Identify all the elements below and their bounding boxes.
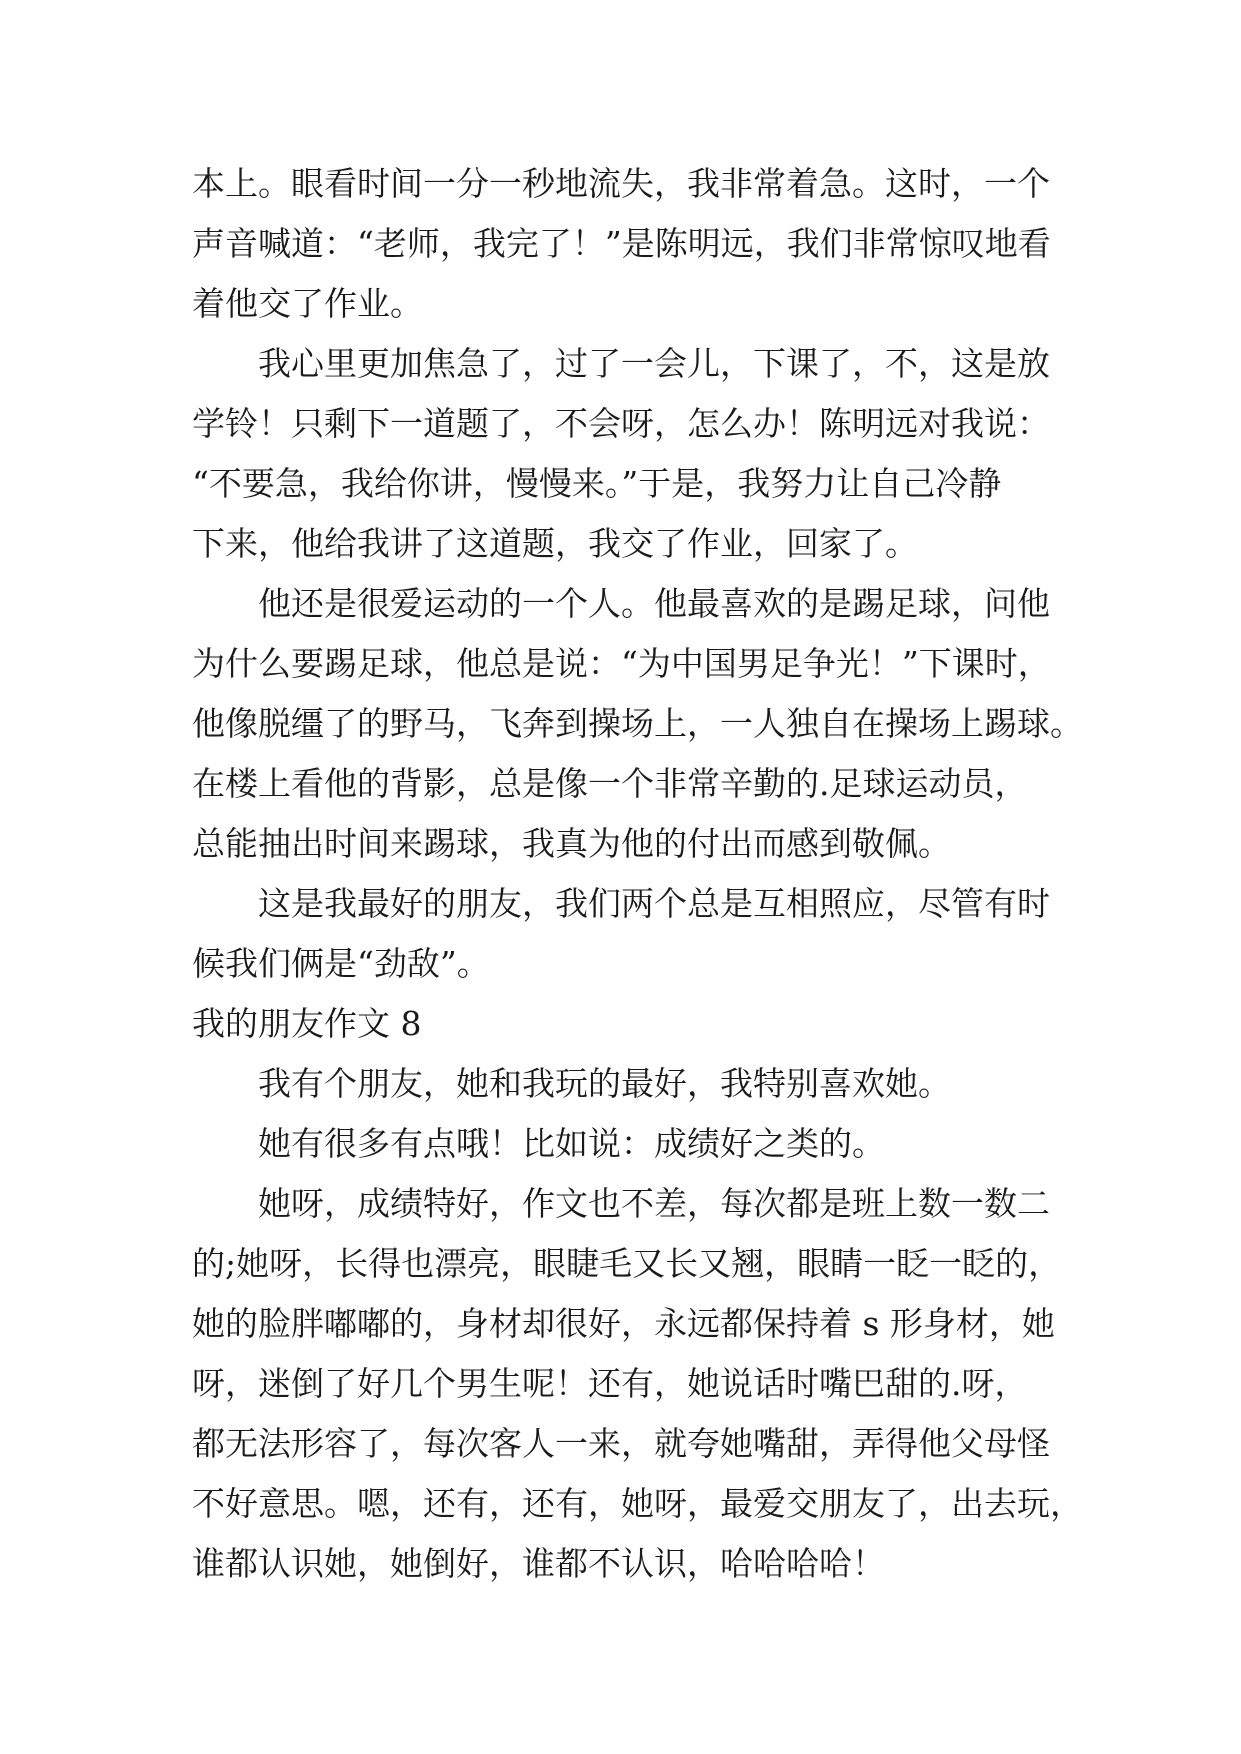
text-line: 都无法形容了，每次客人一来，就夸她嘴甜，弄得他父母怪 [192, 1424, 1050, 1463]
text-line: 在楼上看他的背影，总是像一个非常辛勤的.足球运动员， [192, 764, 1028, 803]
text-line: “不要急，我给你讲，慢慢来。”于是，我努力让自己冷静 [192, 464, 1002, 503]
text-line: 本上。眼看时间一分一秒地流失，我非常着急。这时，一个 [192, 164, 1050, 203]
paragraph-first-line: 他还是很爱运动的一个人。他最喜欢的是踢足球，问他 [258, 584, 1050, 623]
paragraph-first-line: 我心里更加焦急了，过了一会儿，下课了，不，这是放 [258, 344, 1050, 383]
paragraph-first-line: 这是我最好的朋友，我们两个总是互相照应，尽管有时 [258, 884, 1050, 923]
text-line: 不好意思。嗯，还有，还有，她呀，最爱交朋友了，出去玩， [192, 1484, 1083, 1523]
text-line: 为什么要踢足球，他总是说：“为中国男足争光！”下课时， [192, 644, 1051, 683]
text-line: 谁都认识她，她倒好，谁都不认识，哈哈哈哈！ [192, 1544, 885, 1583]
text-line: 他像脱缰了的野马，飞奔到操场上，一人独自在操场上踢球。 [192, 704, 1083, 743]
text-line: 下来，他给我讲了这道题，我交了作业，回家了。 [192, 524, 918, 563]
text-line: 总能抽出时间来踢球，我真为他的付出而感到敬佩。 [192, 824, 951, 863]
text-line: 呀，迷倒了好几个男生呢！还有，她说话时嘴巴甜的.呀， [192, 1364, 1028, 1403]
text-line: 学铃！只剩下一道题了，不会呀，怎么办！陈明远对我说： [192, 404, 1050, 443]
section-heading: 我的朋友作文 8 [192, 1004, 422, 1043]
text-line: 的;她呀，长得也漂亮，眼睫毛又长又翘，眼睛一眨一眨的， [192, 1244, 1062, 1283]
text-line: 候我们俩是“劲敌”。 [192, 944, 490, 983]
text-line: 声音喊道：“老师，我完了！”是陈明远，我们非常惊叹地看 [192, 224, 1051, 263]
paragraph-first-line: 我有个朋友，她和我玩的最好，我特别喜欢她。 [258, 1064, 951, 1103]
text-line: 她的脸胖嘟嘟的，身材却很好，永远都保持着 s 形身材，她 [192, 1304, 1055, 1343]
text-line: 着他交了作业。 [192, 284, 423, 323]
paragraph-first-line: 她有很多有点哦！比如说：成绩好之类的。 [258, 1124, 885, 1163]
paragraph-first-line: 她呀，成绩特好，作文也不差，每次都是班上数一数二 [258, 1184, 1050, 1223]
